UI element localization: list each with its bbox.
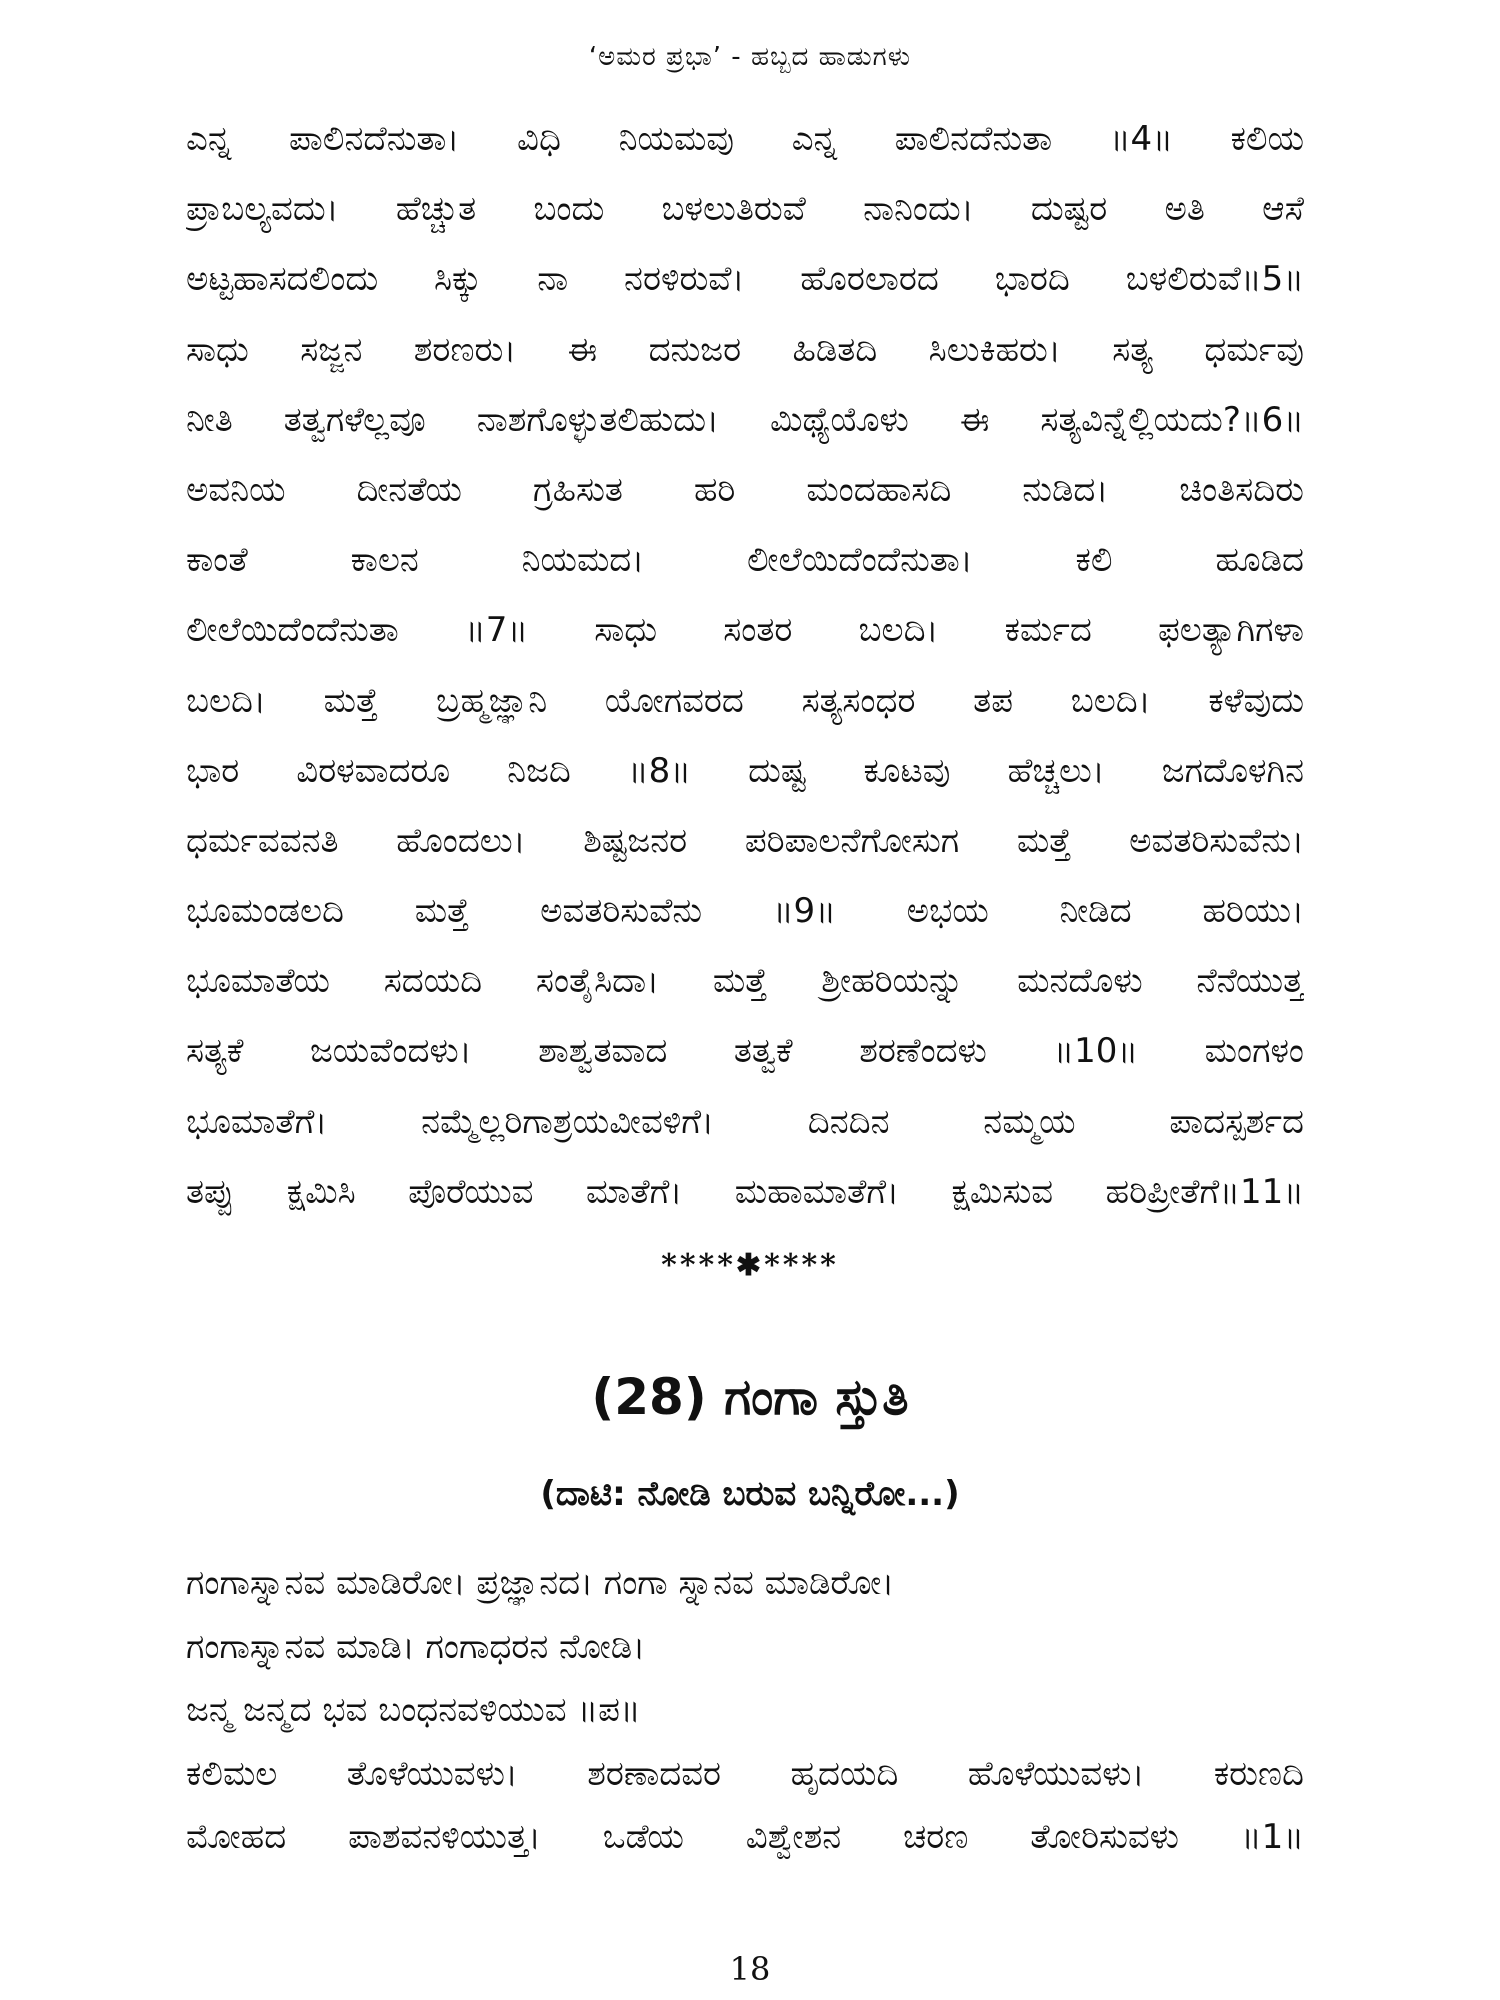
page-number: 18 — [729, 1950, 771, 1988]
verse-line: ಸತ್ಯಕೆ ಜಯವೆಂದಳು। ಶಾಶ್ವತವಾದ ತತ್ವಕೆ ಶರಣೆಂದಳು ॥10॥ ಮಂಗಳಂ — [186, 1031, 1304, 1072]
verse-line: ಭೂಮಾತೆಗೆ। ನಮ್ಮೆಲ್ಲರಿಗಾಶ್ರಯವೀವಳಿಗೆ। ದಿನದಿನ ನಮ್ಮಯ ಪಾದಸ್ಪರ್ಶದ — [186, 1101, 1304, 1142]
verse-line: ಮೋಹದ ಪಾಶವನಳಿಯುತ್ತ। ಒಡೆಯ ವಿಶ್ವೇಶನ ಚರಣ ತೋರಿಸುವಳು ॥1॥ — [186, 1817, 1304, 1858]
verse-line: ನೀತಿ ತತ್ವಗಳೆಲ್ಲವೂ ನಾಶಗೊಳ್ಳುತಲಿಹುದು। ಮಿಥ್ಯೆಯೊಳು ಈ ಸತ್ಯವಿನ್ನೆಲ್ಲಿಯದು?॥6॥ — [186, 399, 1304, 440]
verse-line: ಗಂಗಾಸ್ನಾನವ ಮಾಡಿರೋ। ಪ್ರಜ್ಞಾನದ। ಗಂಗಾ ಸ್ನಾನವ ಮಾಡಿರೋ। — [186, 1563, 895, 1603]
verse-line: ಅಟ್ಟಹಾಸದಲಿಂದು ಸಿಕ್ಕು ನಾ ನರಳಿರುವೆ। ಹೊರಲಾರದ ಭಾರದಿ ಬಳಲಿರುವೆ॥5॥ — [186, 259, 1304, 300]
verse-line: ಅವನಿಯ ದೀನತೆಯ ಗ್ರಹಿಸುತ ಹರಿ ಮಂದಹಾಸದಿ ನುಡಿದ। ಚಿಂತಿಸದಿರು — [186, 469, 1304, 510]
running-header: ‘ಅಮರ ಪ್ರಭಾ’ - ಹಬ್ಬದ ಹಾಡುಗಳು — [588, 42, 912, 72]
verse-line: ಎನ್ನ ಪಾಲಿನದೆನುತಾ। ವಿಧಿ ನಿಯಮವು ಎನ್ನ ಪಾಲಿನದೆನುತಾ ॥4॥ ಕಲಿಯ — [186, 119, 1304, 159]
section-separator: ****✱**** — [661, 1248, 839, 1283]
verse-line: ಕಲಿಮಲ ತೊಳೆಯುವಳು। ಶರಣಾದವರ ಹೃದಯದಿ ಹೊಳೆಯುವಳು। ಕರುಣದಿ — [186, 1753, 1304, 1794]
song-text — [186, 1552, 1304, 1870]
verse-line: ಬಲದಿ। ಮತ್ತೆ ಬ್ರಹ್ಮಜ್ಞಾನಿ ಯೋಗವರದ ಸತ್ಯಸಂಧರ ತಪ ಬಲದಿ। ಕಳೆವುದು — [186, 680, 1304, 721]
song-tune-note: (ದಾಟಿ: ನೋಡಿ ಬರುವ ಬನ್ನಿರೋ...) — [540, 1474, 960, 1514]
verse-line: ಧರ್ಮವವನತಿ ಹೊಂದಲು। ಶಿಷ್ಟಜನರ ಪರಿಪಾಲನೆಗೋಸುಗ ಮತ್ತೆ ಅವತರಿಸುವೆನು। — [186, 820, 1304, 861]
verse-line: ಪ್ರಾಬಲ್ಯವದು। ಹೆಚ್ಚುತ ಬಂದು ಬಳಲುತಿರುವೆ ನಾನಿಂದು। ದುಷ್ಟರ ಅತಿ ಆಸೆ — [186, 189, 1304, 230]
previous-song-text — [186, 104, 1304, 1227]
verse-line: ಭೂಮಂಡಲದಿ ಮತ್ತೆ ಅವತರಿಸುವೆನು ॥9॥ ಅಭಯ ನೀಡಿದ ಹರಿಯು। — [186, 891, 1304, 932]
verse-line: ಭಾರ ವಿರಳವಾದರೂ ನಿಜದಿ ॥8॥ ದುಷ್ಟ ಕೂಟವು ಹೆಚ್ಚಲು। ಜಗದೊಳಗಿನ — [186, 750, 1304, 791]
verse-line: ಕಾಂತೆ ಕಾಲನ ನಿಯಮದ। ಲೀಲೆಯಿದೆಂದೆನುತಾ। ಕಲಿ ಹೂಡಿದ — [186, 540, 1304, 581]
verse-line: ಲೀಲೆಯಿದೆಂದೆನುತಾ ॥7॥ ಸಾಧು ಸಂತರ ಬಲದಿ। ಕರ್ಮದ ಫಲತ್ಯಾಗಿಗಳಾ — [186, 610, 1304, 651]
verse-line: ಗಂಗಾಸ್ನಾನವ ಮಾಡಿ। ಗಂಗಾಧರನ ನೋಡಿ। — [186, 1626, 646, 1667]
verse-line: ಭೂಮಾತೆಯ ಸದಯದಿ ಸಂತೈಸಿದಾ। ಮತ್ತೆ ಶ್ರೀಹರಿಯನ್ನು ಮನದೊಳು ನೆನೆಯುತ್ತ — [186, 961, 1304, 1002]
verse-line: ಸಾಧು ಸಜ್ಜನ ಶರಣರು। ಈ ದನುಜರ ಹಿಡಿತದಿ ಸಿಲುಕಿಹರು। ಸತ್ಯ ಧರ್ಮವು — [186, 329, 1304, 370]
verse-line: ತಪ್ಪು ಕ್ಷಮಿಸಿ ಪೊರೆಯುವ ಮಾತೆಗೆ। ಮಹಾಮಾತೆಗೆ। ಕ್ಷಮಿಸುವ ಹರಿಪ್ರೀತೆಗೆ॥11॥ — [186, 1171, 1304, 1212]
verse-line: ಜನ್ಮ ಜನ್ಮದ ಭವ ಬಂಧನವಳಿಯುವ ॥ಪ॥ — [186, 1690, 641, 1731]
song-title: (28) ಗಂಗಾ ಸ್ತುತಿ — [591, 1368, 909, 1426]
